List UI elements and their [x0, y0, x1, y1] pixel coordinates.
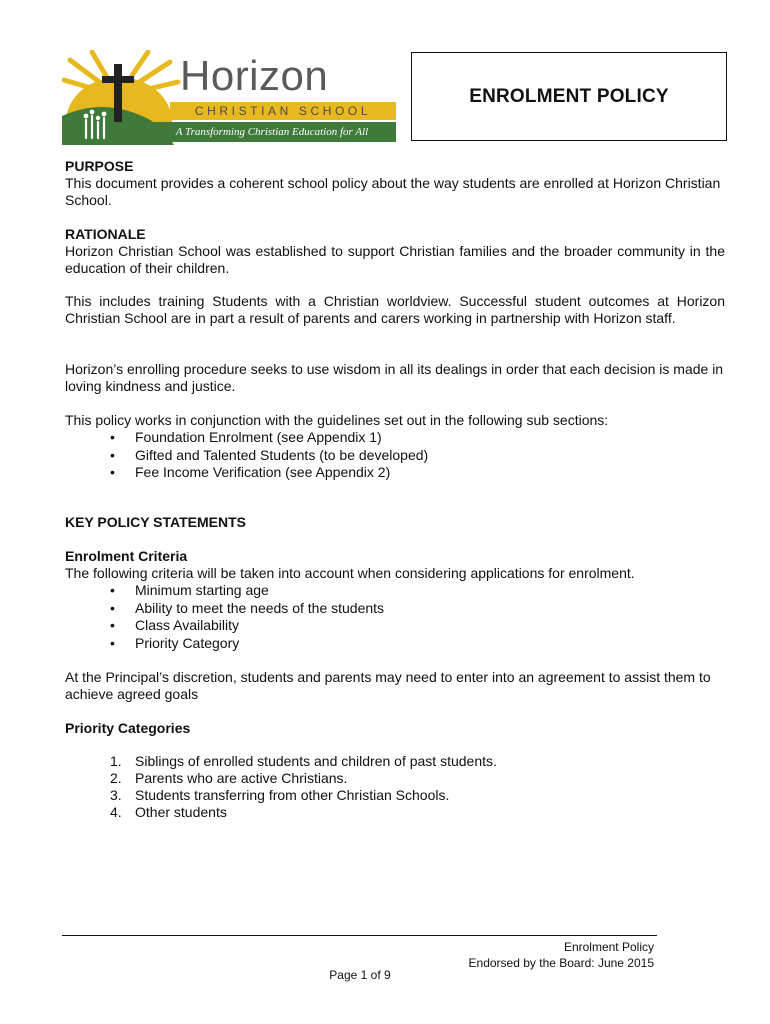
- list-item: • Minimum starting age: [65, 582, 384, 600]
- school-logo: [62, 50, 396, 145]
- list-item: • Fee Income Verification (see Appendix 2): [65, 464, 428, 482]
- purpose-heading: PURPOSE: [65, 158, 134, 174]
- footer-endorsed: Endorsed by the Board: June 2015: [468, 956, 654, 970]
- rationale-paragraph: Horizon’s enrolling procedure seeks to use wisdom in all its dealings in order that each decision is made in loving kindness and justice.: [65, 361, 724, 394]
- criteria-list: [65, 582, 384, 652]
- logo-name: Horizon: [180, 52, 329, 99]
- list-item: • Gifted and Talented Students (to be developed): [65, 447, 428, 465]
- document-title-box: [411, 52, 727, 141]
- priority-categories-heading: Priority Categories: [65, 720, 191, 736]
- key-policy-heading: KEY POLICY STATEMENTS: [65, 514, 246, 530]
- subsection-list: [65, 429, 428, 482]
- list-item: 2. Parents who are active Christians.: [110, 770, 348, 786]
- logo-tagline: A Transforming Christian Education for All: [175, 126, 369, 138]
- discretion-paragraph: At the Principal’s discretion, students and parents may need to enter into an agreement to assist them to achieve agreed goals: [65, 669, 711, 702]
- list-item: • Class Availability: [65, 617, 384, 635]
- list-item: • Ability to meet the needs of the students: [65, 600, 384, 618]
- rationale-paragraph: Horizon Christian School was established to support Christian families and the broader community in the education of their children.: [65, 243, 725, 276]
- rationale-heading: RATIONALE: [65, 226, 146, 242]
- enrolment-criteria-intro: The following criteria will be taken into account when considering applications for enrolment.: [65, 565, 635, 581]
- list-item: • Priority Category: [65, 635, 384, 653]
- footer-info: [469, 939, 654, 971]
- rationale-paragraph: This policy works in conjunction with the guidelines set out in the following sub sections:: [65, 412, 609, 428]
- priority-list: [65, 753, 497, 821]
- enrolment-criteria-heading: Enrolment Criteria: [65, 548, 188, 564]
- list-item: 1. Siblings of enrolled students and children of past students.: [110, 753, 497, 769]
- list-item: • Foundation Enrolment (see Appendix 1): [65, 429, 428, 447]
- list-item: 3. Students transferring from other Christian Schools.: [110, 787, 450, 803]
- list-item: 4. Other students: [110, 804, 227, 820]
- footer-doc-name: Enrolment Policy: [563, 940, 654, 954]
- purpose-body: This document provides a coherent school policy about the way students are enrolled at Horizon Christian School.: [65, 175, 721, 208]
- logo-subtitle: CHRISTIAN SCHOOL: [194, 104, 372, 118]
- rationale-paragraph: This includes training Students with a Christian worldview. Successful student outcomes at Horizon Christian School are in part a result of parents and carers working in partnership with Horizon staff.: [65, 293, 725, 326]
- footer-divider: [62, 935, 657, 936]
- page-number: Page 1 of 9: [329, 968, 391, 982]
- document-title: ENROLMENT POLICY: [469, 85, 669, 107]
